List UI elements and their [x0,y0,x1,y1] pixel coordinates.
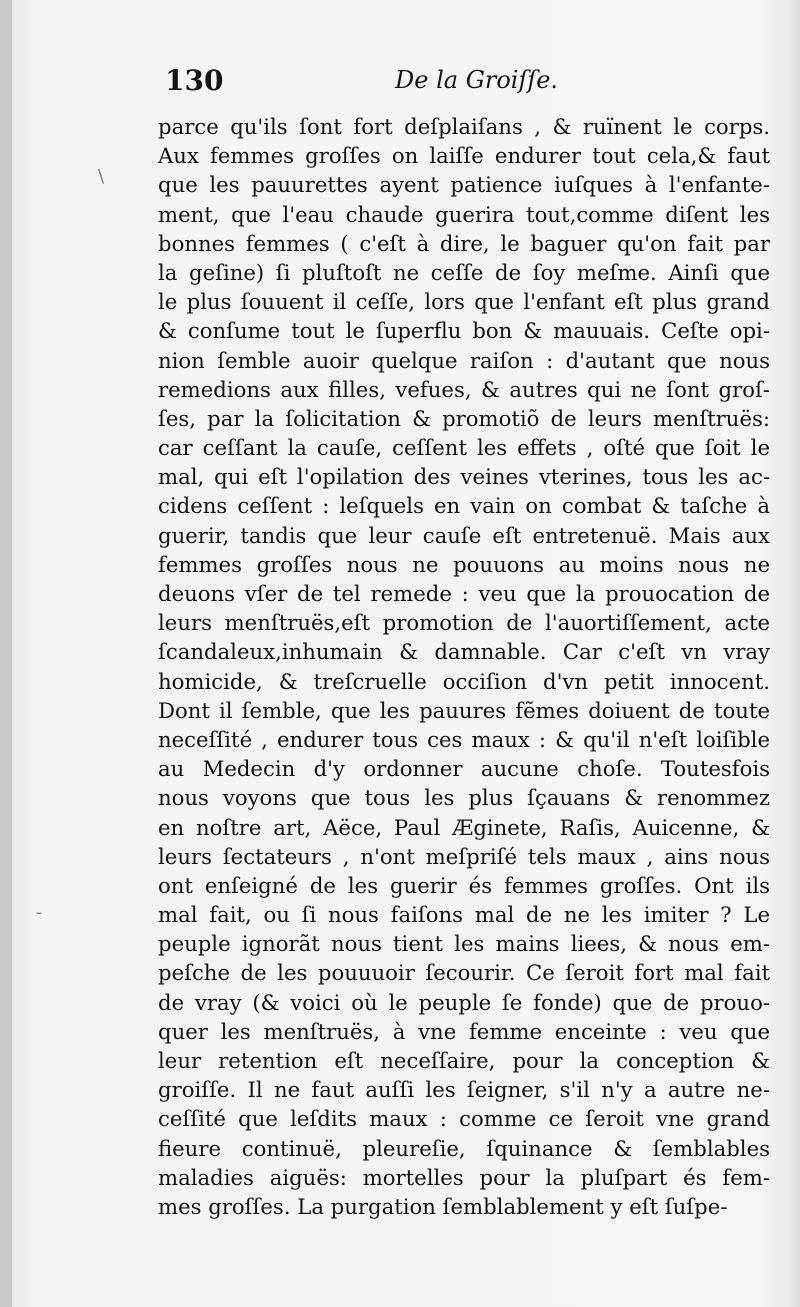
margin-mark: - [36,902,43,923]
text-line: Aux femmes groſſes on laiſſe endurer tout cela,& faut [158,143,770,169]
text-line: peſche de les pouuuoir ſecourir. Ce ſeroit fort mal fait [158,960,770,986]
text-line: mal, qui eſt l'opilation des veines vterines, tous les ac- [158,464,770,490]
text-line: ſes, par la ſolicitation & promotiõ de leurs menſtruës: [158,405,770,431]
text-line: en noſtre art, Aëce, Paul Æginete, Raſis, Auicenne, & [158,814,770,840]
text-line: de vray (& voici où le peuple ſe fonde) que de prouo- [158,989,770,1015]
page-gutter-shadow [0,0,12,1307]
text-line: & conſume tout le ſuperflu bon & mauuais. Ceſte opi- [158,318,770,344]
text-line: groiſſe. Il ne faut auſſi les ſeigner, s'il n'y a autre ne- [158,1077,770,1103]
text-line: parce qu'ils ſont fort deſplaiſans , & ruïnent le corps. [158,114,770,139]
margin-mark: \ [98,166,105,187]
text-line: car ceſſant la cauſe, ceſſent les effets , oſté que ſoit le [158,435,770,461]
text-line: nous voyons que tous les plus ſçauans & renommez [158,785,770,811]
text-line: le plus ſouuent il ceſſe, lors que l'enfant eſt plus grand [158,289,770,315]
text-line: cidens ceſſent : leſquels en vain on combat & taſche à [158,493,770,519]
text-line: mal fait, ou ſi nous faiſons mal de ne les imiter ? Le [158,902,770,928]
text-line: ſcandaleux,inhumain & damnable. Car c'eſt vn vray [158,639,770,665]
page-number: 130 [165,64,224,97]
text-line: leur retention eſt neceſſaire, pour la conception & [158,1048,770,1073]
text-line: la geſine) ſi pluſtoſt ne ceſſe de ſoy meſme. Ainſi que [158,259,770,285]
text-line: que les pauurettes ayent patience iuſques à l'enfante- [158,172,770,198]
text-line: guerir, tandis que leur cauſe eſt entretenuë. Mais aux [158,522,770,548]
text-line: maladies aiguës: mortelles pour la pluſpart és fem- [158,1164,770,1190]
text-line: femmes groſſes nous ne pouuons au moins nous ne [158,551,770,577]
text-line: bonnes femmes ( c'eſt à dire, le baguer qu'on fait par [158,230,770,256]
text-line: nion ſemble auoir quelque raiſon : d'autant que nous [158,347,770,373]
text-line: deuons vſer de tel remede : veu que la prouocation de [158,581,770,606]
text-line: ceſſité que leſdits maux : comme ce ſeroit vne grand [158,1106,770,1132]
text-line: ont enſeigné de les guerir és femmes groſſes. Ont ils [158,872,770,898]
text-line: peuple ignorãt nous tient les mains liees, & nous em- [158,931,770,957]
running-head: De la Groiſſe. [395,66,559,94]
text-line: au Medecin d'y ordonner aucune choſe. Toutesfois [158,756,770,782]
text-line: Dont il ſemble, que les pauures fẽmes doiuent de toute [158,697,770,723]
text-line: leurs menſtruës,eſt promotion de l'auortiſſement, acte [158,610,770,636]
text-line: homicide, & treſcruelle occiſion d'vn petit innocent. [158,668,770,694]
text-line: quer les menſtruës, à vne femme enceinte : veu que [158,1018,770,1044]
text-line: fieure continuë, pleureſie, ſquinance & ſemblables [158,1135,770,1161]
text-line: remedions aux filles, vefues, & autres qui ne ſont groſ- [158,376,770,402]
body-text [158,112,770,1221]
text-line: neceſſité , endurer tous ces maux : & qu'il n'eſt loiſible [158,726,770,752]
text-line: ment, que l'eau chaude guerira tout,comme diſent les [158,201,770,227]
page-header [165,64,785,104]
text-line: leurs ſectateurs , n'ont meſpriſé tels maux , ains nous [158,843,770,869]
text-line: mes groſſes. La purgation ſemblablement y eſt ſuſpe- [158,1193,728,1219]
